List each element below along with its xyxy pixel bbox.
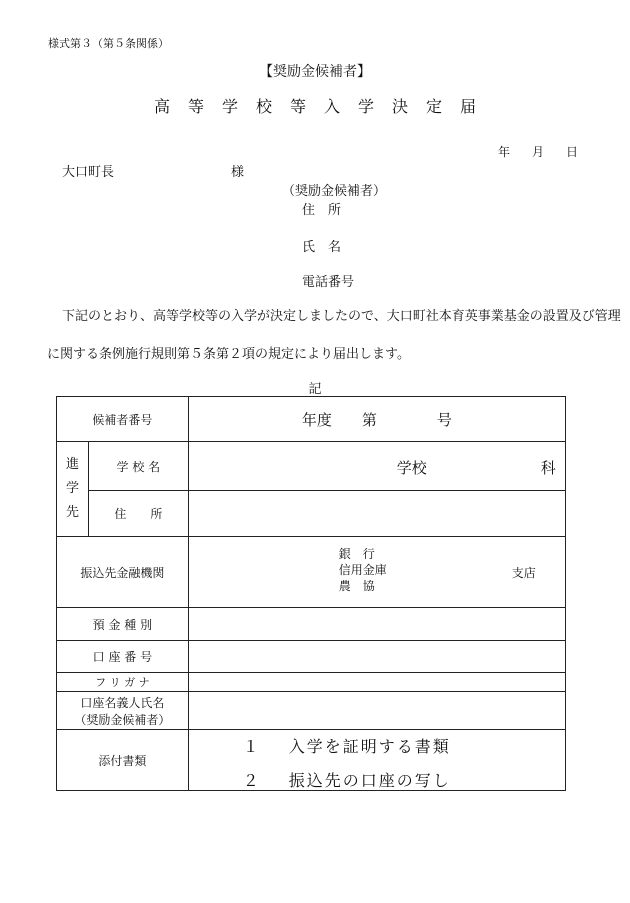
furigana-field[interactable] bbox=[188, 673, 565, 692]
deposit-type-field[interactable] bbox=[188, 608, 565, 641]
school-address-field[interactable] bbox=[188, 491, 565, 537]
form-table bbox=[56, 396, 566, 791]
account-holder-row bbox=[57, 692, 566, 730]
applicant-phone-label: 電話番号 bbox=[302, 275, 355, 290]
bank-type-list bbox=[339, 546, 387, 594]
applicant-label: （奨励金候補者） bbox=[282, 184, 387, 199]
bank-field[interactable] bbox=[188, 537, 565, 608]
account-number-row bbox=[57, 641, 566, 673]
account-holder-field[interactable] bbox=[188, 692, 565, 730]
destination-label: 進 学 先 bbox=[57, 442, 89, 537]
school-address-label: 住 所 bbox=[88, 491, 188, 537]
category-label: 【奨励金候補者】 bbox=[259, 64, 371, 80]
date-day: 日 bbox=[566, 145, 579, 159]
candidate-number-row bbox=[57, 397, 566, 442]
deposit-type-label: 預 金 種 別 bbox=[57, 608, 189, 641]
attachment-item: ２ 振込先の口座の写し bbox=[242, 771, 451, 790]
account-number-field[interactable] bbox=[188, 641, 565, 673]
bank-type-credit-union: 信用金庫 bbox=[338, 563, 387, 577]
date-year: 年 bbox=[498, 145, 511, 159]
candidate-number-field[interactable]: 年度 第 号 bbox=[188, 397, 565, 442]
candidate-number-label: 候補者番号 bbox=[57, 397, 189, 442]
bank-type-bank: 銀 行 bbox=[338, 547, 375, 561]
school-address-row bbox=[57, 491, 566, 537]
branch-suffix: 支店 bbox=[511, 566, 536, 580]
applicant-address-label: 住 所 bbox=[302, 203, 342, 218]
page-title: 高等学校等入学決定届 bbox=[153, 97, 494, 116]
applicant-name-label: 氏 名 bbox=[302, 240, 342, 255]
bank-type-agri-coop: 農 協 bbox=[338, 579, 375, 593]
account-holder-label: 口座名義人氏名 （奨励金候補者） bbox=[57, 692, 189, 730]
ki-heading: 記 bbox=[308, 382, 322, 397]
bank-row bbox=[57, 537, 566, 608]
body-text-line-1: 下記のとおり、高等学校等の入学が決定しましたので、大口町社本育英事業基金の設置及び管理 bbox=[62, 309, 621, 324]
deposit-type-row bbox=[57, 608, 566, 641]
body-text-line-2: に関する条例施行規則第５条第２項の規定により届出します。 bbox=[47, 347, 410, 362]
school-suffix: 学校 bbox=[396, 459, 427, 477]
attachments-list bbox=[188, 730, 565, 791]
furigana-label: フ リ ガ ナ bbox=[57, 673, 189, 692]
department-suffix: 科 bbox=[540, 459, 556, 477]
date-line bbox=[498, 143, 578, 160]
recipient-name: 大口町長 bbox=[62, 165, 115, 180]
recipient-honorific: 様 bbox=[231, 165, 245, 180]
school-name-field[interactable] bbox=[188, 442, 565, 491]
school-row bbox=[57, 442, 566, 491]
form-number: 様式第３（第５条関係） bbox=[48, 37, 169, 50]
attachments-label: 添付書類 bbox=[57, 730, 189, 791]
attachments-row bbox=[57, 730, 566, 791]
bank-label: 振込先金融機関 bbox=[57, 537, 189, 608]
attachment-item: １ 入学を証明する書類 bbox=[242, 737, 451, 756]
account-number-label: 口 座 番 号 bbox=[57, 641, 189, 673]
school-name-label: 学 校 名 bbox=[88, 442, 188, 491]
furigana-row bbox=[57, 673, 566, 692]
date-month: 月 bbox=[532, 145, 545, 159]
